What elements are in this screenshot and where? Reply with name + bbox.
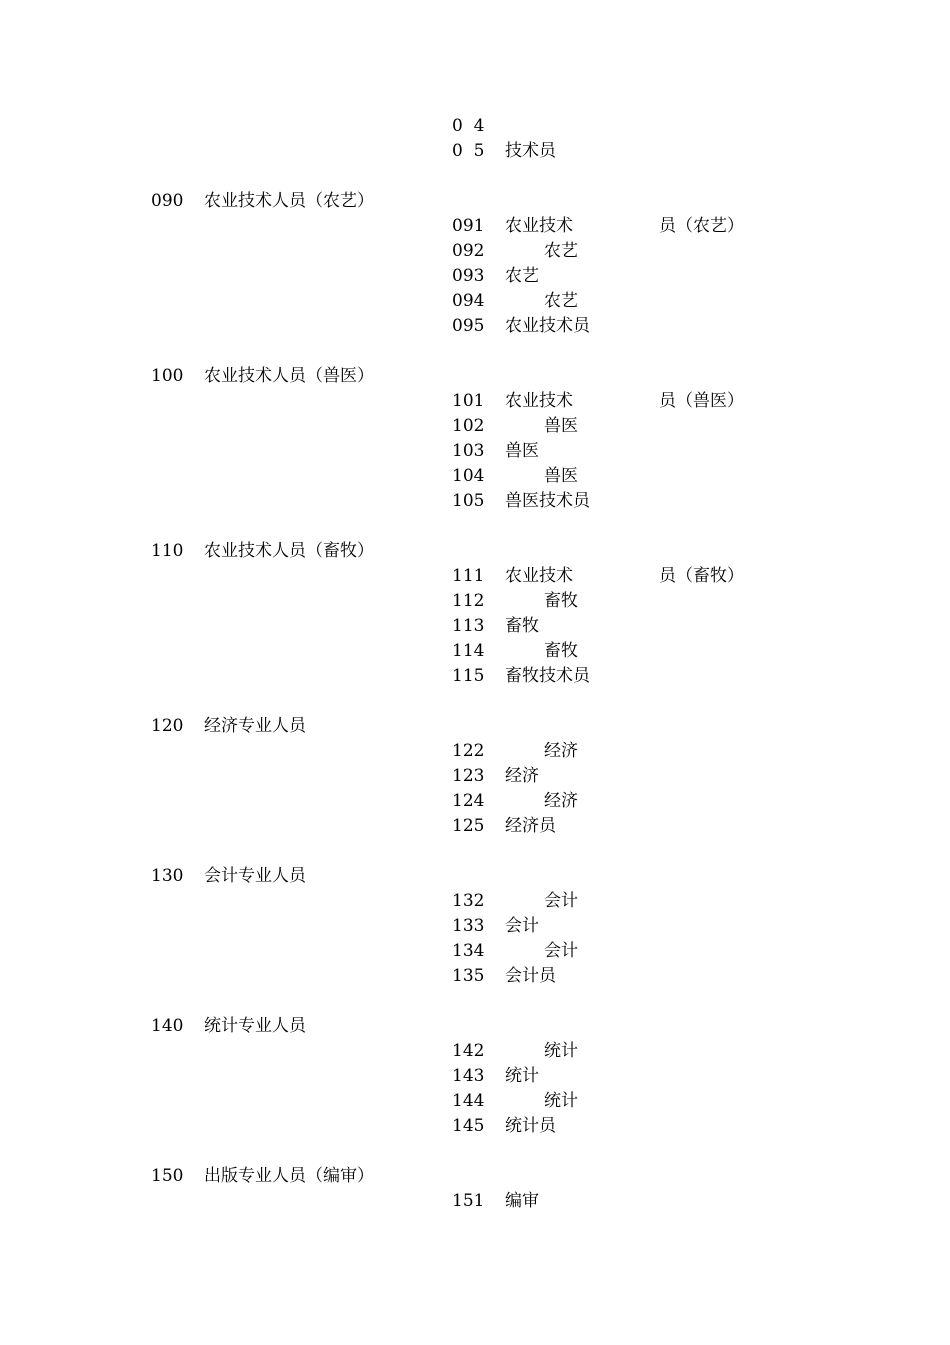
category-code: 140 <box>151 1016 184 1036</box>
item-code: 103 <box>452 441 485 461</box>
category-code: 110 <box>151 541 184 561</box>
item-name: 经济 <box>505 766 539 786</box>
category-code: 130 <box>151 866 184 886</box>
item-code: 125 <box>452 816 485 836</box>
item-code: 143 <box>452 1066 485 1086</box>
item-name: 会计员 <box>505 966 556 986</box>
item-code: 114 <box>452 641 485 661</box>
item-code: 144 <box>452 1091 485 1111</box>
item-code: 132 <box>452 891 485 911</box>
item-code: 111 <box>452 566 485 586</box>
item-code: 145 <box>452 1116 485 1136</box>
item-name: 会计 <box>544 941 578 961</box>
category-name: 农业技术人员（兽医） <box>204 366 374 386</box>
item-name: 统计 <box>505 1066 539 1086</box>
item-name: 农艺 <box>505 266 539 286</box>
category-code: 090 <box>151 191 184 211</box>
item-code: 102 <box>452 416 485 436</box>
item-name: 畜牧技术员 <box>505 666 590 686</box>
item-name-suffix: 员（农艺） <box>659 216 744 236</box>
item-name: 兽医 <box>505 441 539 461</box>
item-code: 112 <box>452 591 485 611</box>
item-name: 经济员 <box>505 816 556 836</box>
item-name-suffix: 员（畜牧） <box>659 566 744 586</box>
item-code: 104 <box>452 466 485 486</box>
category-code: 120 <box>151 716 184 736</box>
item-name: 农艺 <box>544 241 578 261</box>
item-name: 农业技术 <box>505 566 573 586</box>
item-name: 技术员 <box>505 141 556 161</box>
category-name: 统计专业人员 <box>204 1016 306 1036</box>
item-name: 畜牧 <box>544 641 578 661</box>
category-name: 经济专业人员 <box>204 716 306 736</box>
item-name: 农艺 <box>544 291 578 311</box>
category-code: 100 <box>151 366 184 386</box>
item-name: 统计 <box>544 1091 578 1111</box>
item-name: 农业技术 <box>505 391 573 411</box>
item-code: 113 <box>452 616 485 636</box>
item-name: 畜牧 <box>505 616 539 636</box>
item-code: 091 <box>452 216 485 236</box>
item-code: 101 <box>452 391 485 411</box>
item-name: 会计 <box>544 891 578 911</box>
item-name: 兽医 <box>544 466 578 486</box>
item-code: 092 <box>452 241 485 261</box>
item-name: 兽医 <box>544 416 578 436</box>
item-name: 农业技术 <box>505 216 573 236</box>
item-name: 畜牧 <box>544 591 578 611</box>
item-name: 经济 <box>544 741 578 761</box>
item-name: 经济 <box>544 791 578 811</box>
item-code: 133 <box>452 916 485 936</box>
item-code: 093 <box>452 266 485 286</box>
category-name: 农业技术人员（畜牧） <box>204 541 374 561</box>
item-code: 094 <box>452 291 485 311</box>
item-code: 135 <box>452 966 485 986</box>
category-name: 农业技术人员（农艺） <box>204 191 374 211</box>
category-code: 150 <box>151 1166 184 1186</box>
item-code: 115 <box>452 666 485 686</box>
item-name: 统计 <box>544 1041 578 1061</box>
item-code: 151 <box>452 1191 485 1211</box>
item-name: 编审 <box>505 1191 539 1211</box>
item-name: 农业技术员 <box>505 316 590 336</box>
item-code: 0 5 <box>452 141 485 161</box>
item-code: 095 <box>452 316 485 336</box>
item-code: 123 <box>452 766 485 786</box>
category-name: 会计专业人员 <box>204 866 306 886</box>
item-code: 122 <box>452 741 485 761</box>
item-code: 124 <box>452 791 485 811</box>
item-name-suffix: 员（兽医） <box>659 391 744 411</box>
item-name: 会计 <box>505 916 539 936</box>
item-name: 兽医技术员 <box>505 491 590 511</box>
item-name: 统计员 <box>505 1116 556 1136</box>
item-code: 142 <box>452 1041 485 1061</box>
item-code: 0 4 <box>452 116 485 136</box>
category-name: 出版专业人员（编审） <box>204 1166 374 1186</box>
item-code: 134 <box>452 941 485 961</box>
item-code: 105 <box>452 491 485 511</box>
